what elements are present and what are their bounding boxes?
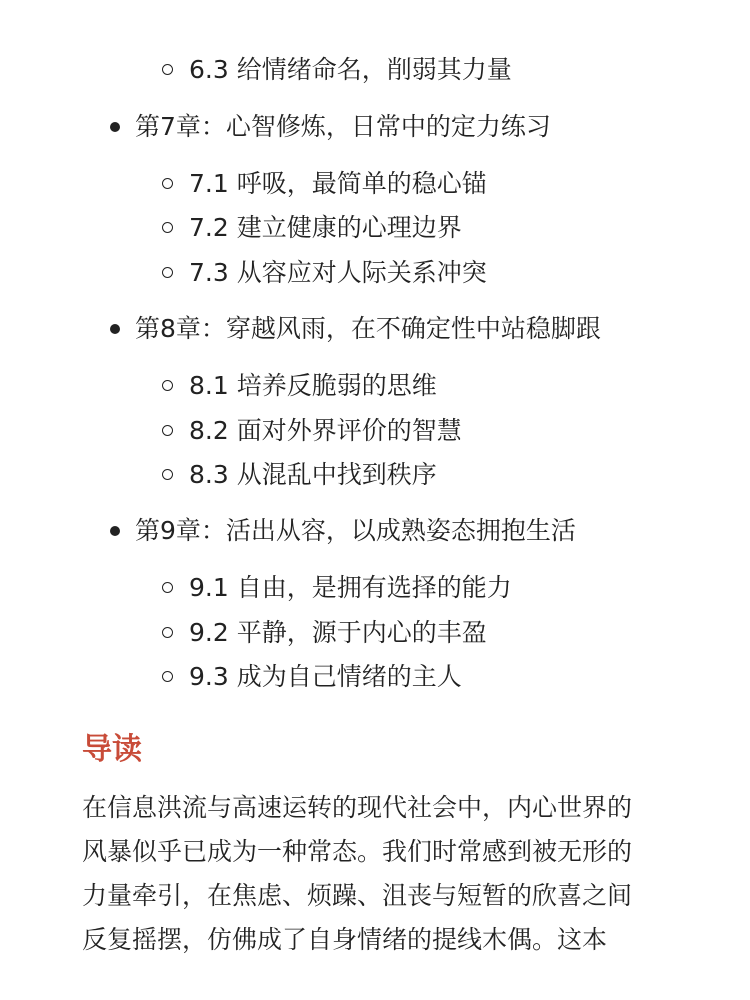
toc-subitem-label: 7.3 从容应对人际关系冲突 (189, 258, 487, 287)
toc-subitem-label: 8.2 面对外界评价的智慧 (189, 416, 462, 445)
filled-bullet-icon (110, 324, 120, 334)
toc-subitem-label: 7.2 建立健康的心理边界 (189, 213, 462, 242)
hollow-bullet-icon (162, 64, 173, 75)
intro-paragraph-line: 在信息洪流与高速运转的现代社会中，内心世界的 (82, 793, 633, 822)
filled-bullet-icon (110, 122, 120, 132)
section-heading-intro: 导读 (82, 732, 142, 767)
hollow-bullet-icon (162, 627, 173, 638)
hollow-bullet-icon (162, 469, 173, 480)
toc-subitem-label: 8.3 从混乱中找到秩序 (189, 460, 437, 489)
toc-subitem-label: 9.1 自由，是拥有选择的能力 (189, 573, 512, 602)
toc-subitem-label: 9.3 成为自己情绪的主人 (189, 662, 462, 691)
toc-chapter-label: 第7章：心智修炼，日常中的定力练习 (135, 112, 551, 141)
hollow-bullet-icon (162, 425, 173, 436)
filled-bullet-icon (110, 526, 120, 536)
toc-subitem-label: 9.2 平静，源于内心的丰盈 (189, 618, 487, 647)
toc-subitem-label: 7.1 呼吸，最简单的稳心锚 (189, 169, 487, 198)
hollow-bullet-icon (162, 380, 173, 391)
toc-chapter-label: 第8章：穿越风雨，在不确定性中站稳脚跟 (135, 314, 601, 343)
hollow-bullet-icon (162, 178, 173, 189)
hollow-bullet-icon (162, 267, 173, 278)
toc-chapter-label: 第9章：活出从容，以成熟姿态拥抱生活 (135, 516, 576, 545)
hollow-bullet-icon (162, 582, 173, 593)
toc-subitem-label: 6.3 给情绪命名，削弱其力量 (189, 55, 512, 84)
intro-paragraph-line: 力量牵引，在焦虑、烦躁、沮丧与短暂的欣喜之间 (82, 881, 633, 910)
intro-paragraph-line: 反复摇摆，仿佛成了自身情绪的提线木偶。这本 (82, 925, 608, 954)
hollow-bullet-icon (162, 671, 173, 682)
toc-subitem-label: 8.1 培养反脆弱的思维 (189, 371, 437, 400)
intro-paragraph-line: 风暴似乎已成为一种常态。我们时常感到被无形的 (82, 837, 633, 866)
hollow-bullet-icon (162, 222, 173, 233)
